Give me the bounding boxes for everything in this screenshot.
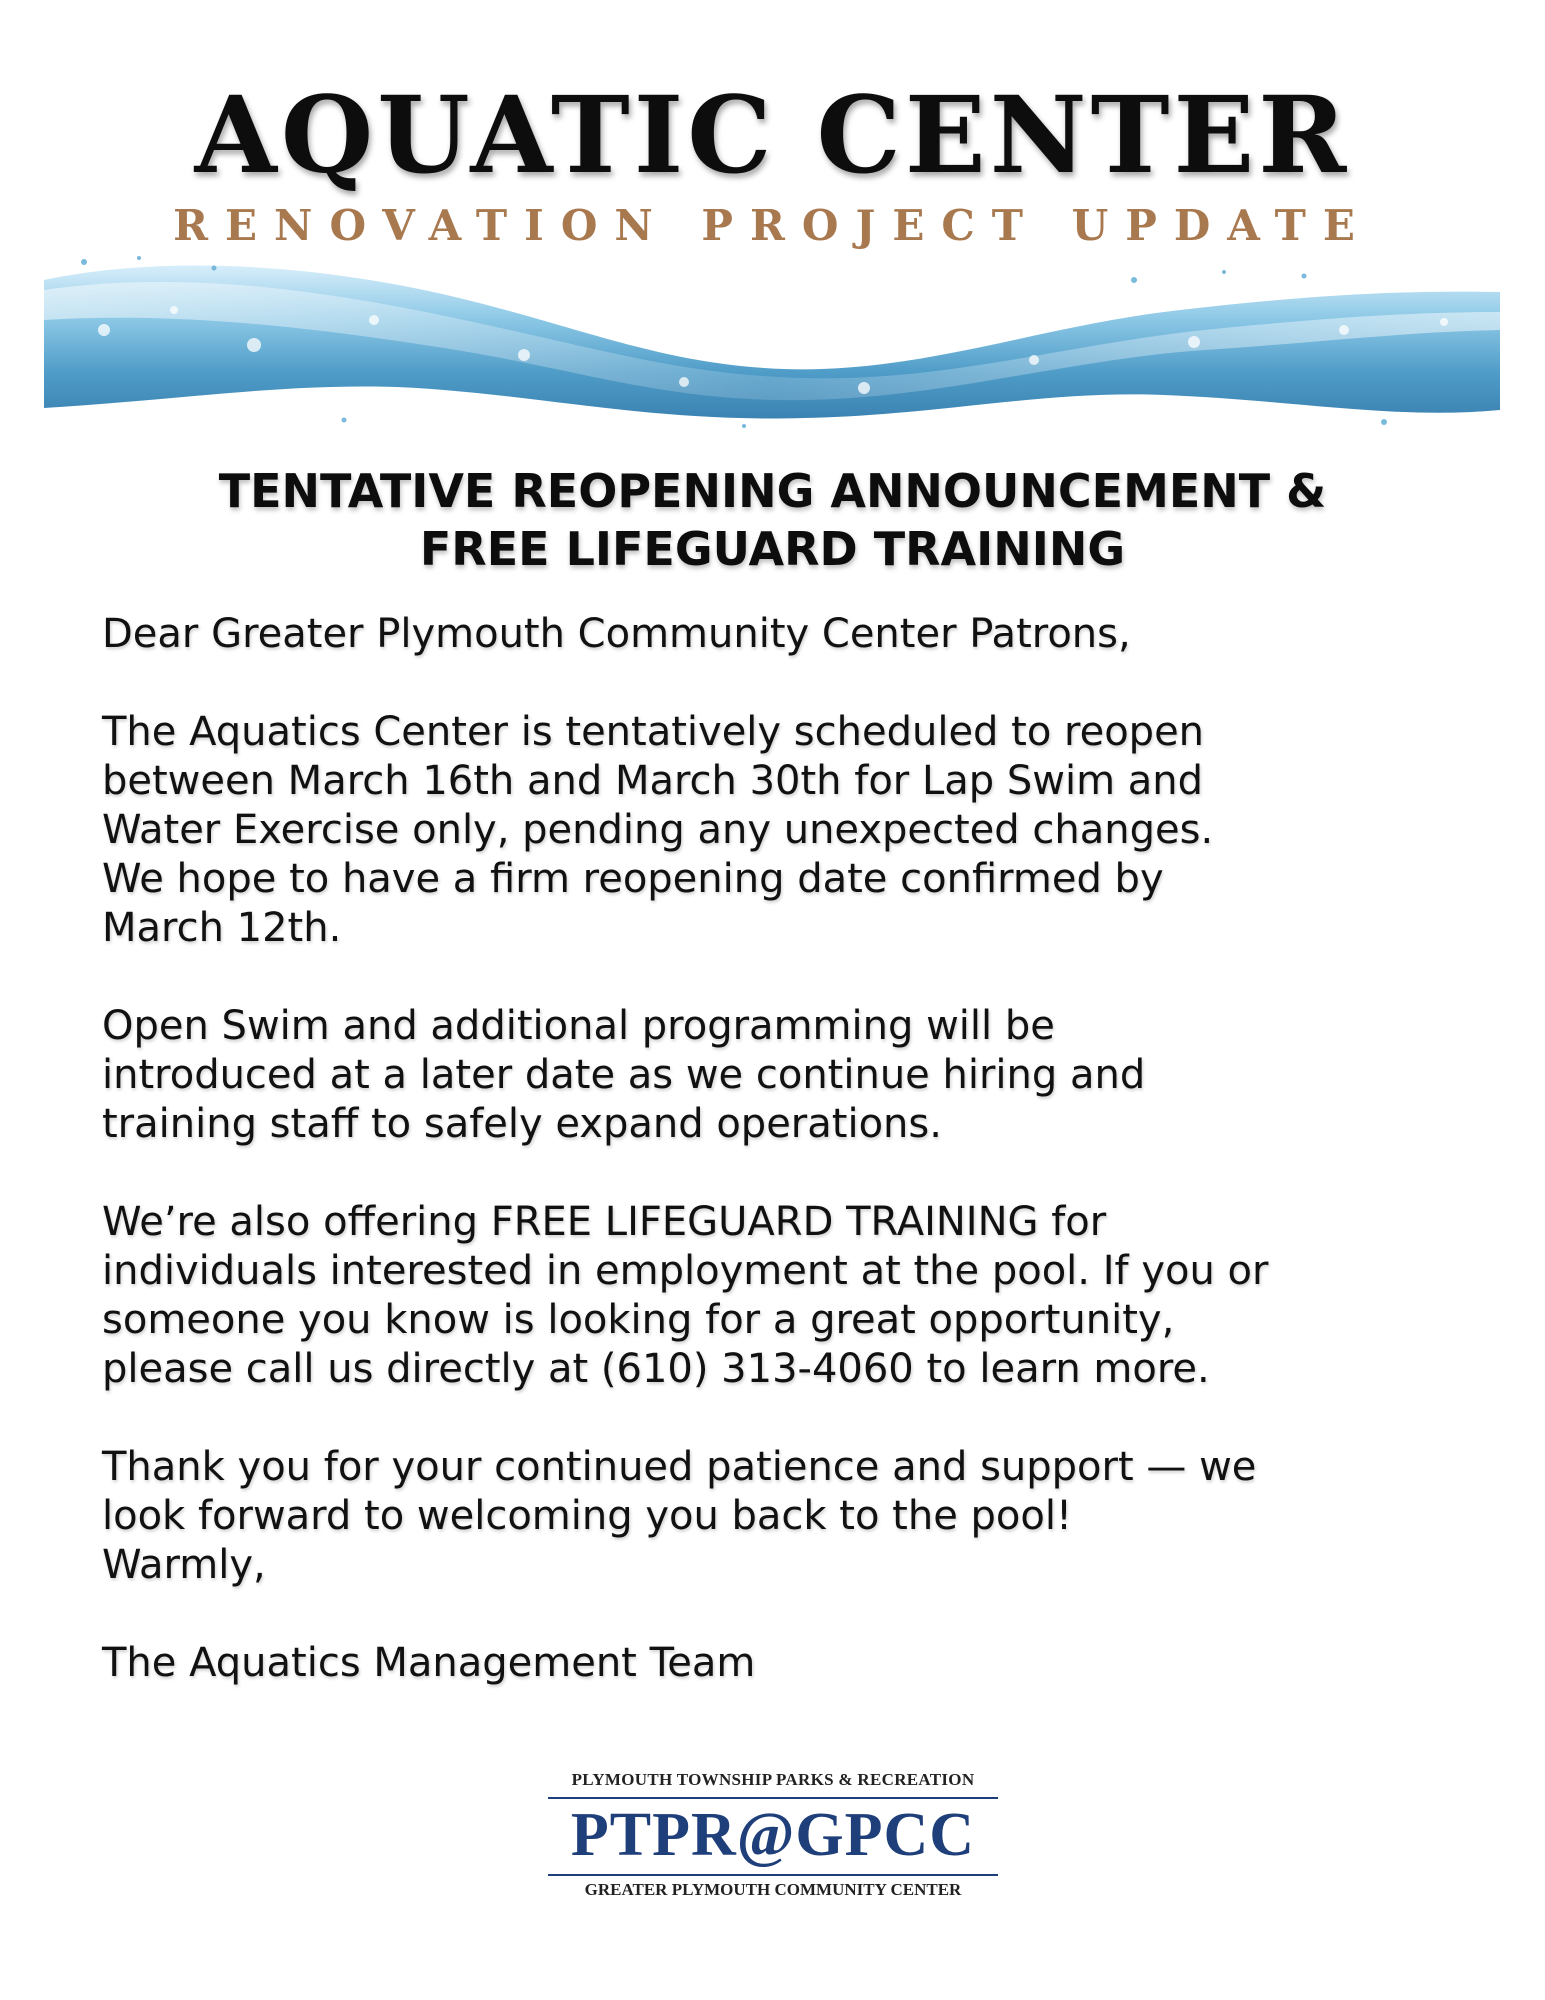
headline-line-2: FREE LIFEGUARD TRAINING [419, 522, 1126, 576]
page-title: AQUATIC CENTER [194, 72, 1351, 197]
page-subtitle: RENOVATION PROJECT UPDATE [173, 201, 1372, 250]
logo-top-text: PLYMOUTH TOWNSHIP PARKS & RECREATION [571, 1770, 975, 1789]
para4-line: look forward to welcoming you back to the pool! [102, 1493, 1073, 1539]
para3-line: please call us directly at (610) 313-4060 to learn more. [102, 1346, 1210, 1392]
para3-line: We’re also offering FREE LIFEGUARD TRAINING for [102, 1199, 1107, 1245]
greeting: Dear Greater Plymouth Community Center Patrons, [102, 611, 1131, 657]
announcement-headline [0, 462, 1545, 578]
water-wave-image [44, 250, 1500, 430]
logo-main-text: PTPR@GPCC [570, 1801, 976, 1869]
signature: The Aquatics Management Team [102, 1640, 756, 1686]
para2-line: Open Swim and additional programming will be [102, 1003, 1055, 1049]
para1-line: between March 16th and March 30th for Lap Swim and [102, 758, 1204, 804]
para1-line: We hope to have a firm reopening date confirmed by [102, 856, 1164, 902]
para4-line: Warmly, [102, 1542, 266, 1588]
para1-line: Water Exercise only, pending any unexpected changes. [102, 807, 1214, 853]
para4-line: Thank you for your continued patience and support — we [102, 1444, 1257, 1490]
headline-line-1: TENTATIVE REOPENING ANNOUNCEMENT & [218, 464, 1327, 518]
para3-line: someone you know is looking for a great opportunity, [102, 1297, 1175, 1343]
para2-line: introduced at a later date as we continue hiring and [102, 1052, 1146, 1098]
logo-divider [548, 1797, 998, 1799]
para1-line: March 12th. [102, 905, 342, 951]
logo-bottom-text: GREATER PLYMOUTH COMMUNITY CENTER [584, 1880, 962, 1899]
para3-line: individuals interested in employment at the pool. If you or [102, 1248, 1269, 1294]
para1-line: The Aquatics Center is tentatively scheduled to reopen [102, 709, 1205, 755]
para2-line: training staff to safely expand operations. [102, 1101, 942, 1147]
ptpr-gpcc-logo [548, 1770, 998, 1910]
logo-divider [548, 1874, 998, 1876]
letter-body [102, 610, 1462, 1688]
